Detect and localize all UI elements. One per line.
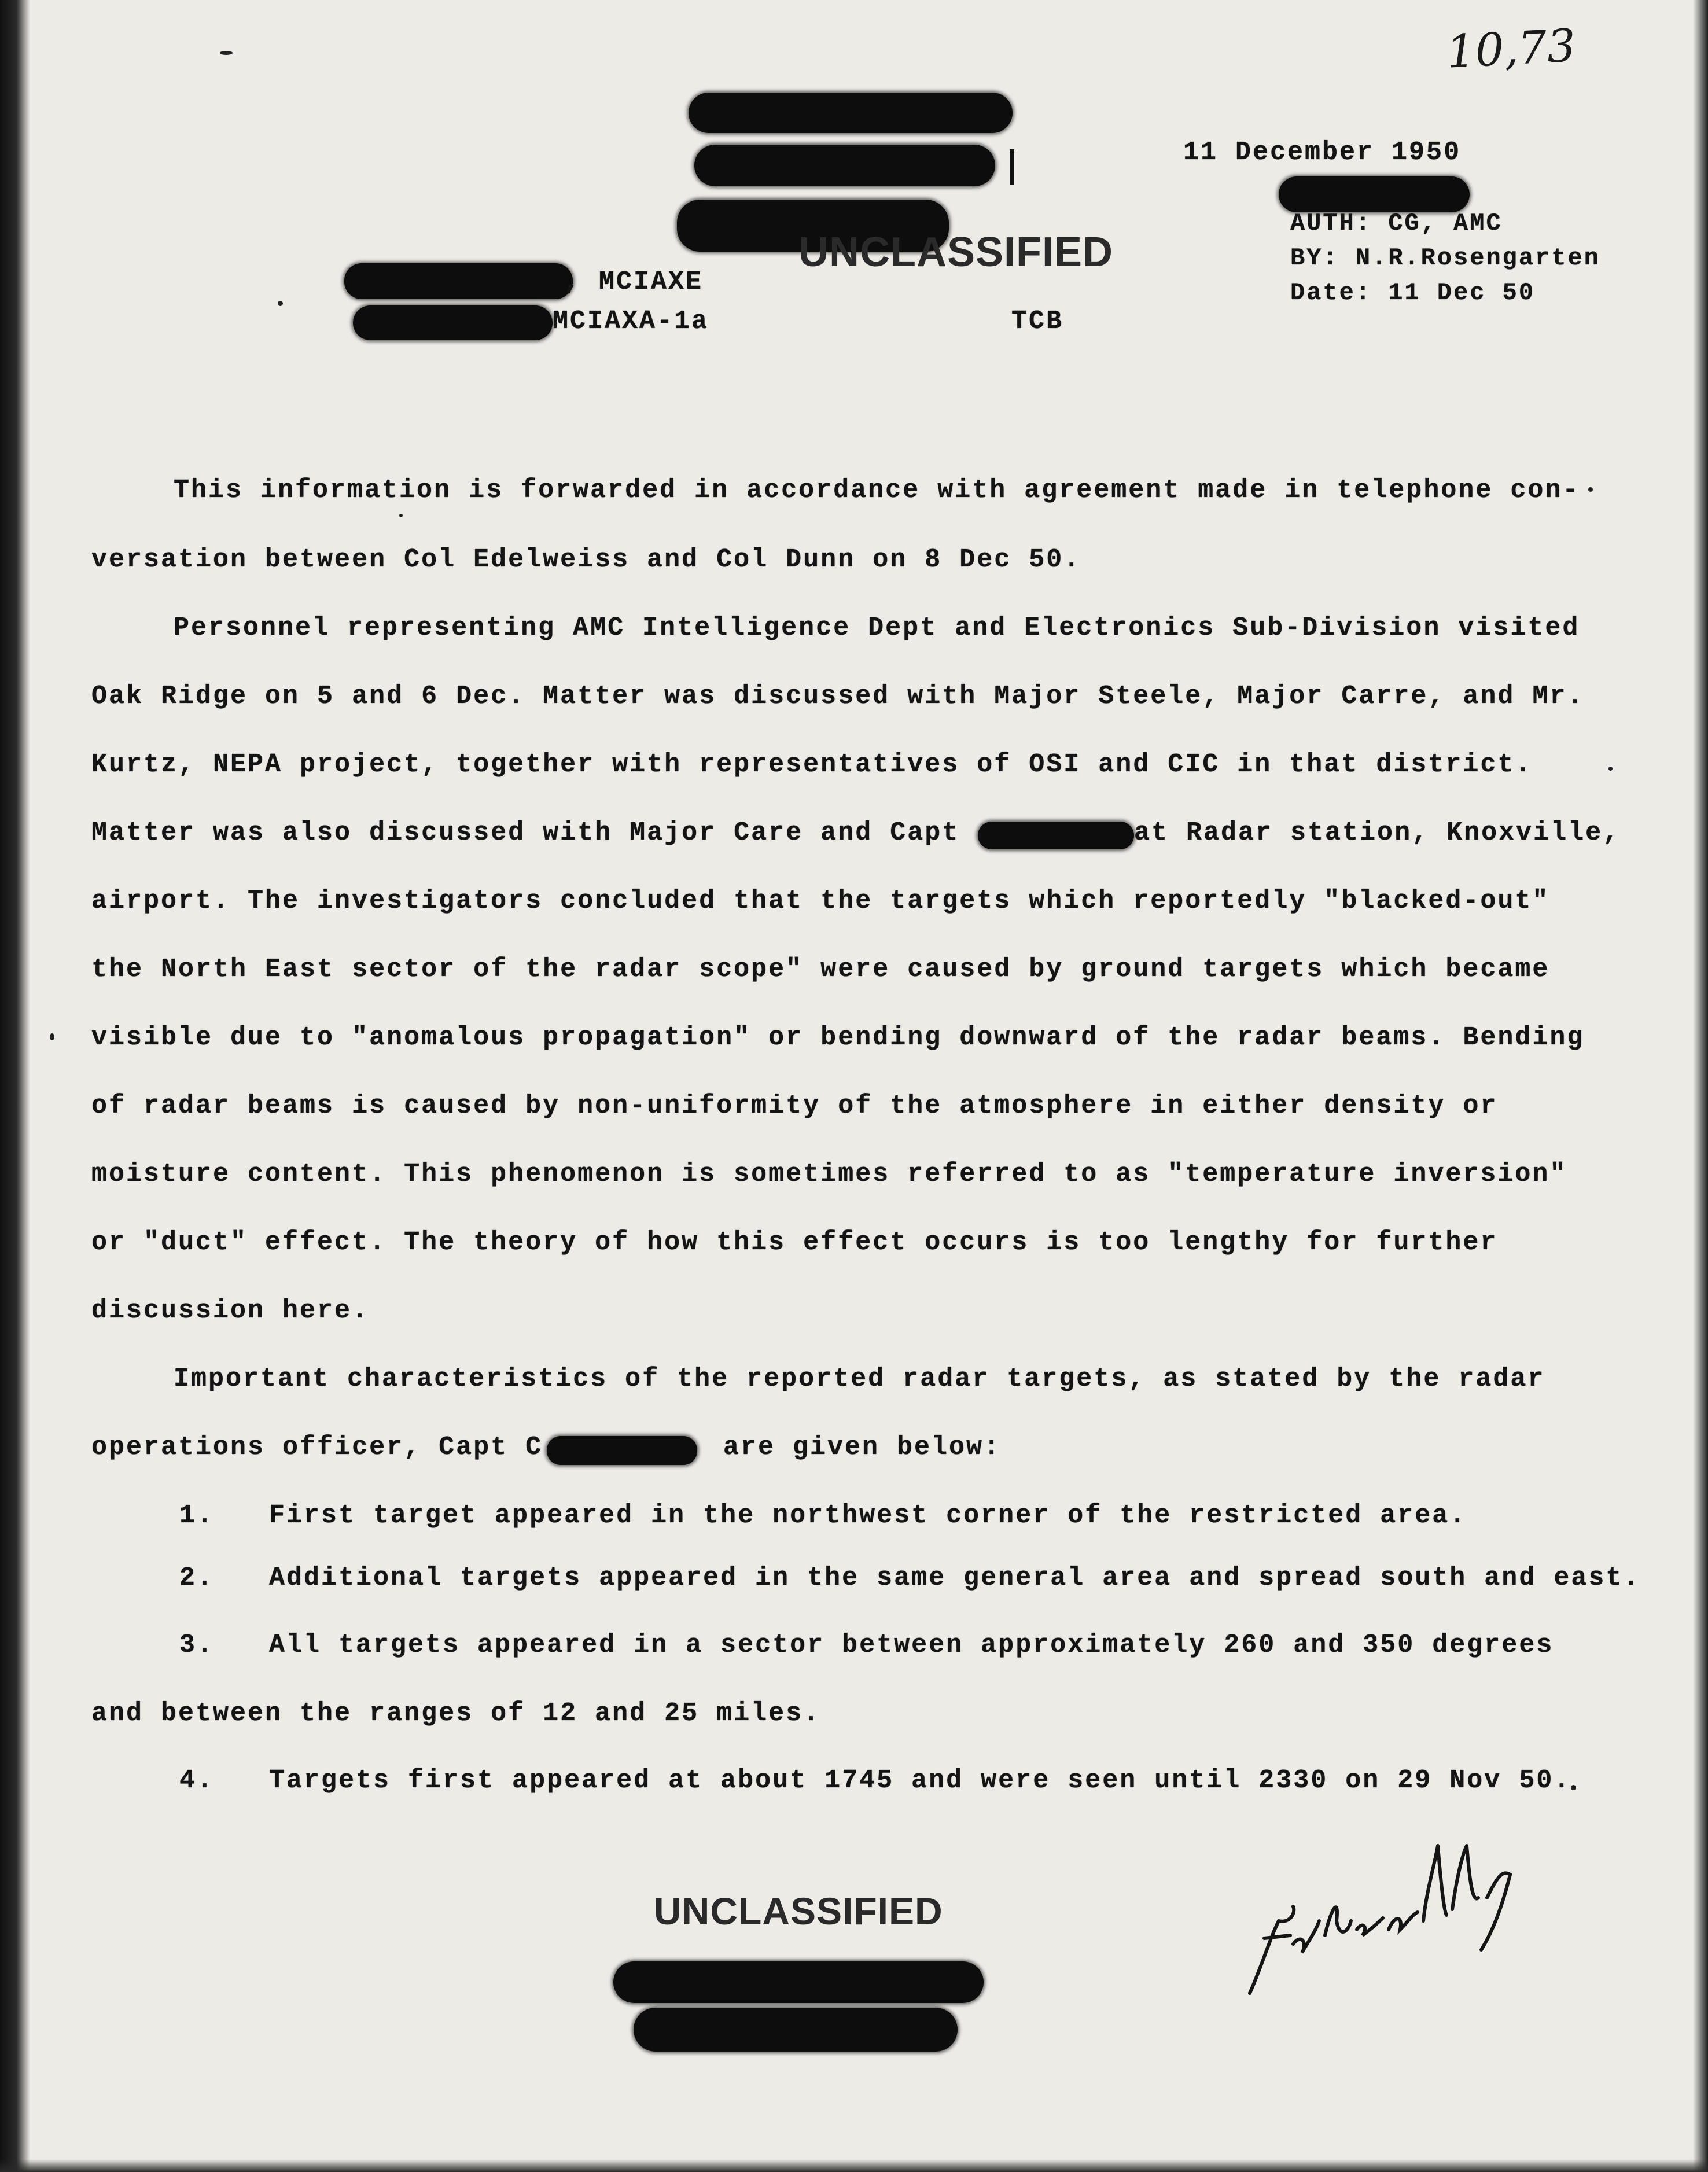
- routing-from: MCIAXA-1a: [553, 307, 709, 336]
- body-p3-line-1: Important characteristics of the reported radar targets, as stated by the radar: [174, 1364, 1545, 1394]
- item-3-text: All targets appeared in a sector between approximately 260 and 350 degrees: [269, 1630, 1554, 1660]
- body-p2-line-4b: at Radar station, Knoxville,: [1134, 818, 1621, 848]
- redaction-top-1: [689, 93, 1013, 133]
- body-p2-line-5: airport. The investigators concluded that the targets which reportedly "blacked-out": [91, 886, 1550, 916]
- declass-by: BY: N.R.Rosengarten: [1290, 244, 1600, 272]
- scan-speck: [1588, 487, 1593, 492]
- scan-speck: [1571, 1785, 1576, 1790]
- declass-date: Date: 11 Dec 50: [1290, 279, 1536, 307]
- office-code: TCB: [1011, 307, 1064, 336]
- scan-speck: [278, 301, 283, 306]
- item-4-text: Targets first appeared at about 1745 and were seen until 2330 on 29 Nov 50.: [269, 1766, 1571, 1795]
- scan-speck: [50, 1033, 54, 1040]
- body-p2-line-11: discussion here.: [91, 1296, 370, 1326]
- item-2-text: Additional targets appeared in the same general area and spread south and east.: [269, 1563, 1641, 1593]
- scan-speck: [1608, 767, 1613, 771]
- body-p2-line-4a: Matter was also discussed with Major Care and Capt: [91, 818, 960, 848]
- body-p1-line-2: versation between Col Edelweiss and Col Dunn on 8 Dec 50.: [91, 545, 1081, 575]
- declass-auth: AUTH: CG, AMC: [1290, 209, 1503, 237]
- scan-speck: [399, 514, 403, 517]
- body-p2-line-6: the North East sector of the radar scope" were caused by ground targets which became: [91, 955, 1550, 984]
- classification-stamp-bottom: UNCLASSIFIED: [654, 1890, 943, 1932]
- classification-stamp-top: UNCLASSIFIED: [798, 229, 1114, 275]
- body-p2-line-3: Kurtz, NEPA project, together with representatives of OSI and CIC in that district.: [91, 750, 1533, 779]
- redaction-auth: [1279, 176, 1470, 212]
- body-p2-line-1: Personnel representing AMC Intelligence Dept and Electronics Sub-Division visited: [174, 613, 1580, 643]
- item-3-continuation: and between the ranges of 12 and 25 miles.: [91, 1699, 821, 1728]
- redaction-routing-2: [353, 305, 553, 340]
- signature-text: Fell conth: [1238, 1834, 1242, 1835]
- handwritten-signature: [1238, 1834, 1545, 2002]
- item-1-number: 1.: [179, 1501, 215, 1530]
- scan-edge-right: [1693, 0, 1708, 2172]
- body-p3-line-2a: operations officer, Capt C: [91, 1433, 543, 1462]
- redaction-top-2: [694, 145, 995, 186]
- body-p2-line-8: of radar beams is caused by non-uniformity of the atmosphere in either density or: [91, 1091, 1498, 1121]
- redaction-routing-1: [344, 263, 573, 299]
- body-p2-line-9: moisture content. This phenomenon is sometimes referred to as "temperature inversion": [91, 1159, 1567, 1189]
- item-3-number: 3.: [179, 1630, 215, 1660]
- body-p2-line-10: or "duct" effect. The theory of how this effect occurs is too lengthy for further: [91, 1228, 1498, 1257]
- redaction-capt-name: [978, 822, 1134, 849]
- routing-to: , MCIAXE: [564, 267, 704, 297]
- scan-edge-left: [0, 0, 30, 2172]
- redaction-bottom-2: [634, 2008, 958, 2052]
- redaction-top-tick: [1010, 149, 1014, 185]
- body-p3-line-2b: are given below:: [723, 1433, 1002, 1462]
- item-1-text: First target appeared in the northwest corner of the restricted area.: [269, 1501, 1467, 1530]
- scan-edge-bottom: [0, 2159, 1708, 2172]
- redaction-officer-name: [547, 1436, 697, 1465]
- item-2-number: 2.: [179, 1563, 215, 1593]
- scan-speck: [220, 51, 233, 55]
- body-p2-line-7: visible due to "anomalous propagation" or bending downward of the radar beams. Bending: [91, 1023, 1585, 1052]
- redaction-bottom-1: [613, 1961, 984, 2003]
- item-4-number: 4.: [179, 1766, 215, 1795]
- body-p2-line-2: Oak Ridge on 5 and 6 Dec. Matter was discussed with Major Steele, Major Carre, and Mr.: [91, 682, 1585, 711]
- body-p1-line-1: This information is forwarded in accordance with agreement made in telephone con-: [174, 476, 1580, 505]
- file-number: 10,73: [1445, 20, 1577, 79]
- document-date: 11 December 1950: [1183, 138, 1462, 167]
